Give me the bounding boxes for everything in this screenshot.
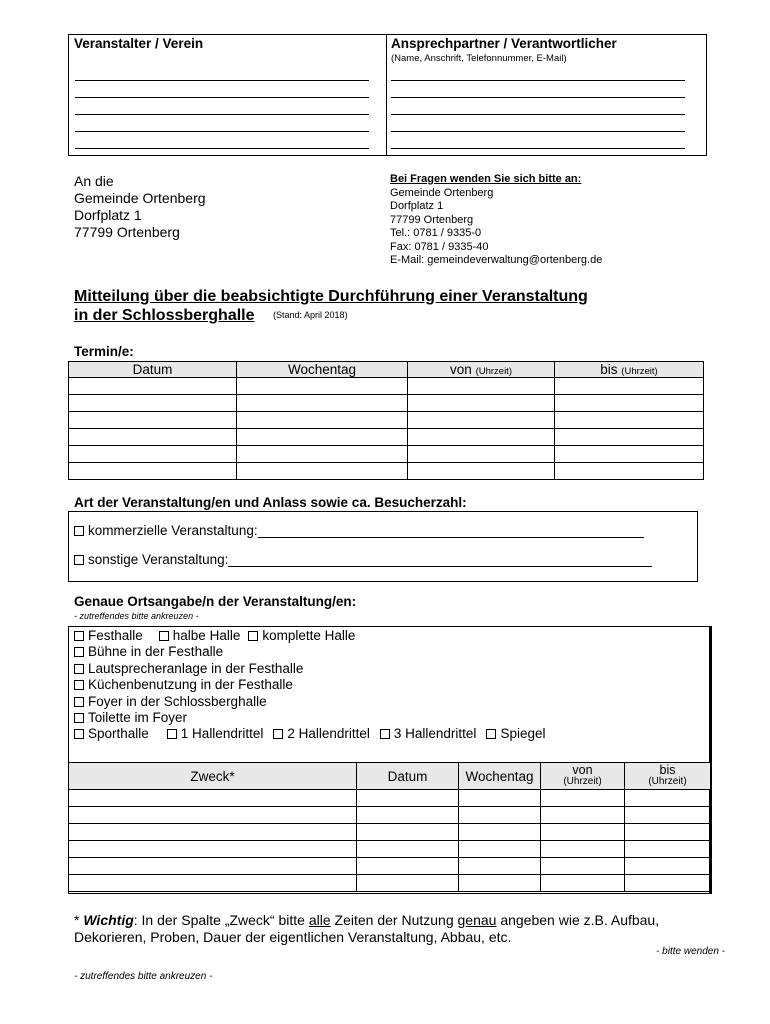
- table-cell[interactable]: [408, 446, 555, 463]
- table-cell[interactable]: [237, 446, 408, 463]
- page-title-line-2: in der Schlossberghalle: [74, 307, 255, 324]
- zweck-col-bis: [625, 763, 711, 790]
- table-cell[interactable]: [555, 446, 704, 463]
- ort-options: [74, 628, 545, 743]
- table-row: [69, 790, 711, 807]
- table-cell[interactable]: [357, 858, 459, 875]
- table-cell[interactable]: [237, 412, 408, 429]
- foyer-label: Foyer in der Schlossberghalle: [88, 693, 267, 709]
- recipient-line: An die: [74, 173, 114, 189]
- lautsprecher-label: Lautsprecheranlage in der Festhalle: [88, 660, 304, 676]
- ort-row-kueche: [74, 677, 545, 693]
- ort-row-lautsprecher: [74, 661, 545, 677]
- contact-line-5[interactable]: [391, 148, 685, 149]
- table-cell[interactable]: [408, 395, 555, 412]
- table-cell[interactable]: [541, 875, 625, 892]
- questions-heading: Bei Fragen wenden Sie sich bitte an:: [390, 173, 582, 185]
- table-cell[interactable]: [69, 841, 357, 858]
- toilette-label: Toilette im Foyer: [88, 710, 188, 726]
- contact-line-4[interactable]: [391, 131, 685, 132]
- recipient-line: Dorfplatz 1: [74, 207, 142, 223]
- contact-person-box: [386, 34, 707, 156]
- table-cell[interactable]: [555, 378, 704, 395]
- table-cell[interactable]: [408, 378, 555, 395]
- recipient-line: 77799 Ortenberg: [74, 224, 180, 240]
- termine-table: [68, 361, 704, 480]
- table-row: [69, 412, 704, 429]
- hallendrittel-1-label: 1 Hallendrittel: [180, 726, 264, 742]
- table-cell[interactable]: [69, 807, 357, 824]
- checkbox-spiegel[interactable]: [486, 729, 496, 739]
- note-star: *: [74, 912, 84, 928]
- art-option-sonstige-label: sonstige Veranstaltung:: [88, 552, 229, 567]
- organizer-line-3[interactable]: [75, 114, 369, 115]
- kueche-label: Küchenbenutzung in der Festhalle: [88, 677, 293, 693]
- note-part-3: angeben wie z.B. Aufbau,: [496, 912, 660, 928]
- checkbox-sporthalle[interactable]: [74, 729, 84, 739]
- table-cell[interactable]: [459, 807, 541, 824]
- table-cell[interactable]: [237, 463, 408, 480]
- checkbox-halbe-halle[interactable]: [159, 631, 169, 641]
- buehne-label: Bühne in der Festhalle: [88, 644, 224, 660]
- contact-person-hint: (Name, Anschrift, Telefonnummer, E-Mail): [391, 53, 567, 64]
- table-cell[interactable]: [357, 807, 459, 824]
- zweck-col-bis-unit: (Uhrzeit): [648, 776, 687, 787]
- hallendrittel-3-label: 3 Hallendrittel: [393, 726, 477, 742]
- organizer-line-4[interactable]: [75, 131, 369, 132]
- termine-col-von-label: von: [450, 362, 472, 377]
- questions-email: E-Mail: gemeindeverwaltung@ortenberg.de: [390, 254, 603, 266]
- termine-col-bis-unit: (Uhrzeit): [621, 366, 658, 377]
- table-cell[interactable]: [69, 429, 237, 446]
- note-wichtig: Wichtig: [83, 912, 134, 928]
- note-genau: genau: [457, 912, 497, 928]
- questions-line: Dorfplatz 1: [390, 200, 444, 212]
- table-row: [69, 378, 704, 395]
- table-cell[interactable]: [69, 875, 357, 892]
- zweck-col-datum: Datum: [357, 763, 459, 790]
- ort-box: [68, 626, 712, 894]
- termine-col-bis: [555, 362, 704, 378]
- art-option-sonstige: [74, 552, 652, 568]
- page-title-line-2-wrap: [74, 307, 348, 325]
- table-cell[interactable]: [625, 824, 711, 841]
- checkbox-komplette-halle[interactable]: [248, 631, 258, 641]
- ort-row-foyer: [74, 694, 545, 710]
- note-line-1: [74, 912, 659, 928]
- table-cell[interactable]: [69, 412, 237, 429]
- note-part-1: : In der Spalte „Zweck“ bitte: [133, 912, 309, 928]
- table-cell[interactable]: [625, 790, 711, 807]
- table-cell[interactable]: [625, 841, 711, 858]
- table-cell[interactable]: [237, 395, 408, 412]
- table-cell[interactable]: [69, 790, 357, 807]
- checkbox-hallendrittel-3[interactable]: [380, 729, 390, 739]
- table-cell[interactable]: [69, 378, 237, 395]
- ort-heading: Genaue Ortsangabe/n der Veranstaltung/en:: [74, 594, 357, 609]
- table-cell[interactable]: [408, 412, 555, 429]
- termine-col-von: [408, 362, 555, 378]
- table-row: [69, 395, 704, 412]
- zweck-col-zweck: Zweck*: [69, 763, 357, 790]
- table-cell[interactable]: [625, 858, 711, 875]
- checkbox-festhalle[interactable]: [74, 631, 84, 641]
- table-row: [69, 429, 704, 446]
- questions-line: Gemeinde Ortenberg: [390, 186, 494, 199]
- questions-line: Tel.: 0781 / 9335-0: [390, 227, 482, 239]
- ort-hint: - zutreffendes bitte ankreuzen -: [74, 611, 199, 621]
- table-cell[interactable]: [69, 446, 237, 463]
- art-option-kommerziell-label: kommerzielle Veranstaltung:: [88, 523, 258, 538]
- zweck-col-von-label: von: [572, 763, 593, 777]
- art-option-kommerziell: [74, 523, 644, 539]
- komplette-halle-label: komplette Halle: [262, 628, 356, 643]
- table-cell[interactable]: [459, 858, 541, 875]
- table-row: [69, 875, 711, 892]
- art-sonstige-input[interactable]: [228, 552, 652, 567]
- table-row: [69, 858, 711, 875]
- table-cell[interactable]: [555, 463, 704, 480]
- table-cell[interactable]: [408, 463, 555, 480]
- zweck-col-wochentag: Wochentag: [459, 763, 541, 790]
- halbe-halle-label: halbe Halle: [172, 628, 241, 643]
- checkbox-kommerziell[interactable]: [74, 526, 84, 536]
- table-row: [69, 807, 711, 824]
- table-cell[interactable]: [541, 807, 625, 824]
- art-heading: Art der Veranstaltung/en und Anlass sowie ca. Besucherzahl:: [74, 495, 467, 510]
- note-line-2: Dekorieren, Proben, Dauer der eigentlichen Veranstaltung, Abbau, etc.: [74, 929, 512, 945]
- checkbox-sonstige[interactable]: [74, 555, 84, 565]
- ort-row-festhalle: [74, 628, 545, 644]
- table-cell[interactable]: [408, 429, 555, 446]
- table-cell[interactable]: [555, 395, 704, 412]
- organizer-line-2[interactable]: [75, 97, 369, 98]
- table-row: [69, 841, 711, 858]
- table-cell[interactable]: [459, 790, 541, 807]
- checkbox-buehne[interactable]: [74, 647, 84, 657]
- ort-row-sporthalle: [74, 726, 545, 742]
- sporthalle-label: Sporthalle: [88, 726, 149, 742]
- checkbox-hallendrittel-2[interactable]: [273, 729, 283, 739]
- table-cell[interactable]: [357, 824, 459, 841]
- checkbox-foyer[interactable]: [74, 697, 84, 707]
- recipient-line: Gemeinde Ortenberg: [74, 190, 206, 206]
- ort-row-buehne: [74, 644, 545, 660]
- table-cell[interactable]: [541, 858, 625, 875]
- termine-col-wochentag: Wochentag: [237, 362, 408, 378]
- table-cell[interactable]: [541, 841, 625, 858]
- checkbox-lautsprecher[interactable]: [74, 664, 84, 674]
- footer-hint: - zutreffendes bitte ankreuzen -: [74, 971, 213, 982]
- note-part-2: Zeiten der Nutzung: [330, 912, 458, 928]
- organizer-line-5[interactable]: [75, 148, 369, 149]
- table-cell[interactable]: [625, 807, 711, 824]
- zweck-col-von-unit: (Uhrzeit): [563, 776, 602, 787]
- recipient-address: [74, 173, 206, 241]
- questions-line: Fax: 0781 / 9335-40: [390, 240, 489, 253]
- questions-contact: [390, 173, 602, 268]
- contact-person-label: Ansprechpartner / Verantwortlicher: [391, 36, 617, 51]
- organizer-box: [68, 34, 387, 156]
- checkbox-kueche[interactable]: [74, 680, 84, 690]
- art-kommerziell-input[interactable]: [258, 523, 644, 538]
- table-cell[interactable]: [357, 875, 459, 892]
- bitte-wenden: - bitte wenden -: [656, 946, 725, 957]
- contact-line-3[interactable]: [391, 114, 685, 115]
- organizer-line-1[interactable]: [75, 80, 369, 81]
- hallendrittel-2-label: 2 Hallendrittel: [287, 726, 370, 742]
- table-cell[interactable]: [69, 824, 357, 841]
- checkbox-toilette[interactable]: [74, 713, 84, 723]
- table-cell[interactable]: [237, 378, 408, 395]
- festhalle-label: Festhalle: [88, 628, 143, 643]
- contact-line-1[interactable]: [391, 80, 685, 81]
- table-row: [69, 463, 704, 480]
- table-cell[interactable]: [357, 841, 459, 858]
- zweck-col-bis-label: bis: [659, 763, 676, 777]
- table-cell[interactable]: [625, 875, 711, 892]
- table-cell[interactable]: [357, 790, 459, 807]
- table-cell[interactable]: [69, 858, 357, 875]
- zweck-col-von: [541, 763, 625, 790]
- questions-line: 77799 Ortenberg: [390, 213, 474, 226]
- table-cell[interactable]: [459, 875, 541, 892]
- table-cell[interactable]: [555, 429, 704, 446]
- stand-date: (Stand: April 2018): [272, 310, 348, 320]
- contact-line-2[interactable]: [391, 97, 685, 98]
- termine-col-datum: Datum: [69, 362, 237, 378]
- termine-col-von-unit: (Uhrzeit): [475, 366, 512, 377]
- table-cell[interactable]: [555, 412, 704, 429]
- table-cell[interactable]: [237, 429, 408, 446]
- table-cell[interactable]: [69, 463, 237, 480]
- ort-row-toilette: [74, 710, 545, 726]
- table-cell[interactable]: [459, 841, 541, 858]
- table-row: [69, 446, 704, 463]
- termine-heading: Termin/e:: [74, 344, 134, 359]
- table-row: [69, 824, 711, 841]
- table-cell[interactable]: [541, 824, 625, 841]
- table-cell[interactable]: [459, 824, 541, 841]
- table-cell[interactable]: [541, 790, 625, 807]
- checkbox-hallendrittel-1[interactable]: [167, 729, 177, 739]
- spiegel-label: Spiegel: [500, 726, 546, 742]
- organizer-label: Veranstalter / Verein: [74, 36, 204, 51]
- zweck-table: [68, 762, 711, 892]
- note-alle: alle: [308, 912, 331, 928]
- table-cell[interactable]: [69, 395, 237, 412]
- page-title-line-1: Mitteilung über die beabsichtigte Durchführung einer Veranstaltung: [74, 288, 588, 305]
- art-box: [68, 511, 698, 582]
- termine-col-bis-label: bis: [600, 362, 618, 377]
